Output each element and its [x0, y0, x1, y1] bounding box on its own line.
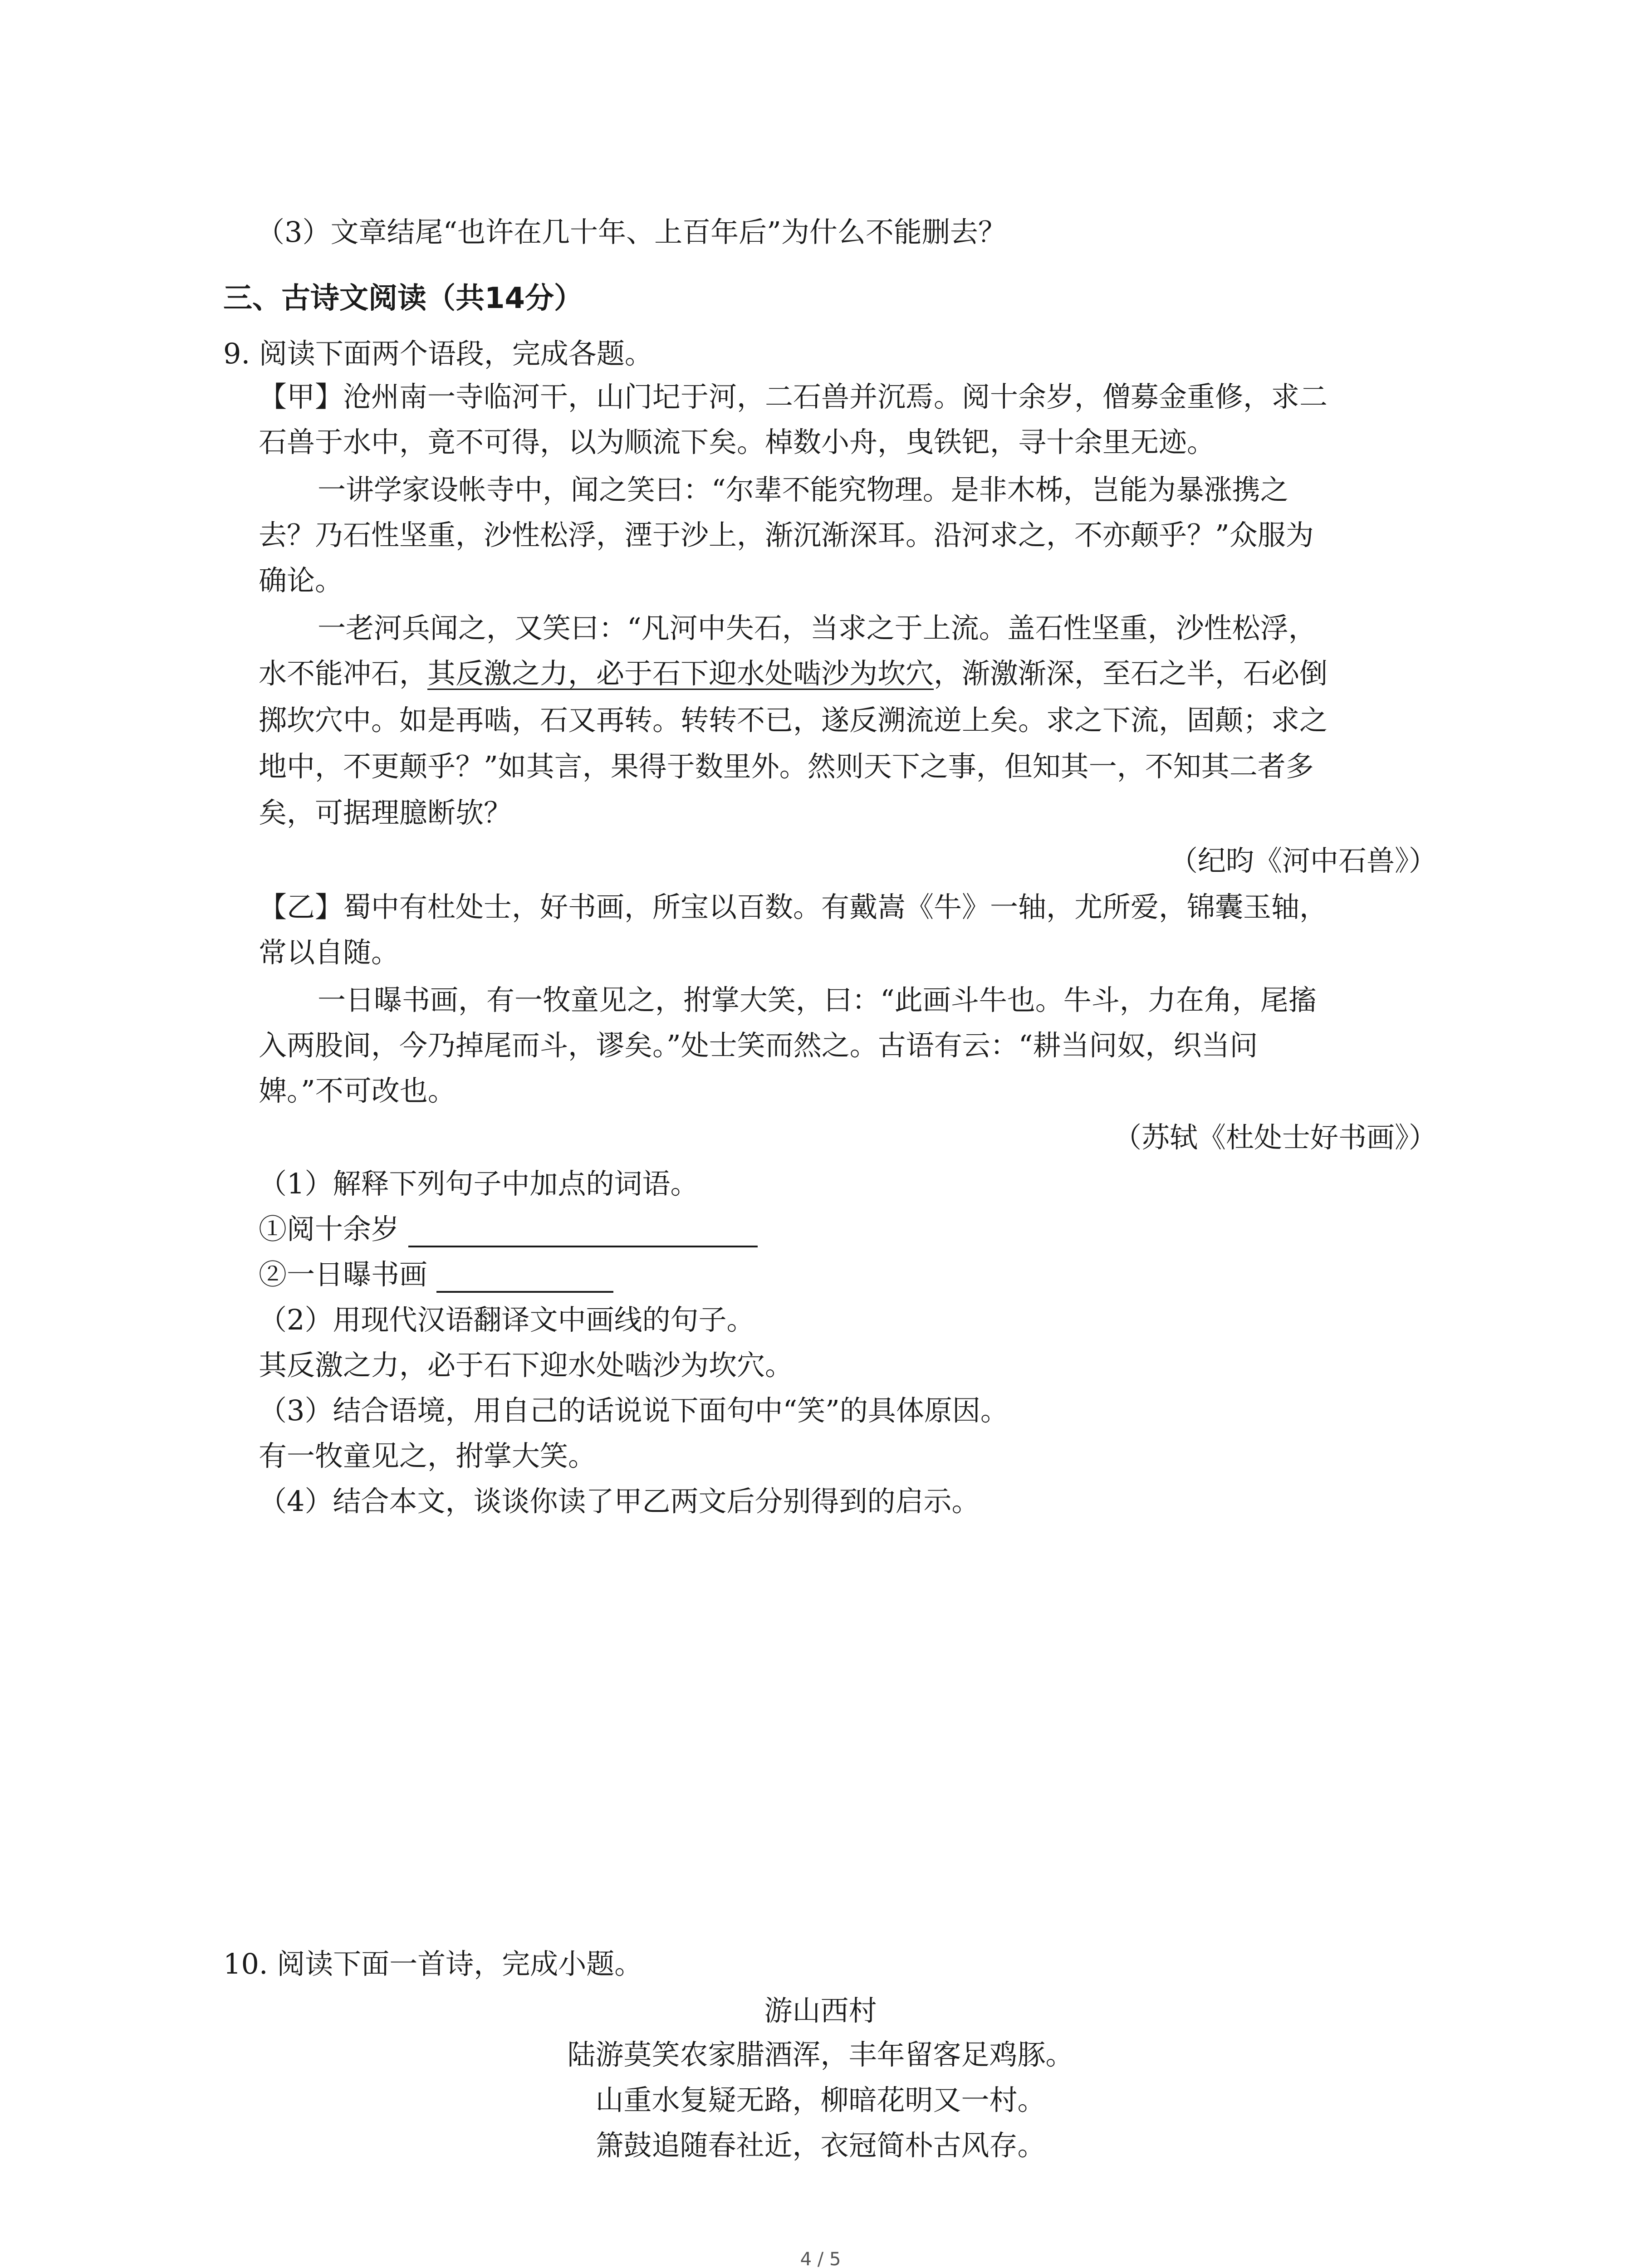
yi-p2-line3: 婢。”不可改也。 — [259, 1074, 456, 1107]
section8-question-3: （3）文章结尾“也许在几十年、上百年后”为什么不能删去？ — [256, 215, 1006, 249]
poem-line-1: 陆游莫笑农家腊酒浑，丰年留客足鸡豚。 — [567, 2038, 1074, 2071]
yi-p2-line1: 一日曝书画，有一牧童见之，拊掌大笑，曰：“此画斗牛也。牛斗，力在角，尾搐 — [318, 983, 1317, 1017]
page-number: 4 / 5 — [800, 2249, 841, 2268]
jia-p2-line1: 一讲学家设帐寺中，闻之笑曰：“尔辈不能究物理。是非木柹，岂能为暴涨携之 — [318, 473, 1288, 506]
q9-sub2-sentence: 其反激之力，必于石下迎水处啮沙为坎穴。 — [259, 1349, 794, 1382]
jia-p3-line4: 地中，不更颠乎？”如其言，果得于数里外。然则天下之事，但知其一，不知其二者多 — [259, 750, 1314, 783]
q9-sub4: （4）结合本文，谈谈你读了甲乙两文后分别得到的启示。 — [259, 1485, 980, 1518]
jia-p3-line2-end: ，渐激渐深，至石之半，石必倒 — [934, 657, 1328, 690]
jia-p1-line2: 石兽于水中，竟不可得，以为顺流下矣。棹数小舟，曳铁钯，寻十余里无迹。 — [259, 425, 1215, 459]
yi-source: （苏轼《杜处士好书画》） — [1113, 1121, 1437, 1154]
jia-p3-line2-start: 水不能冲石， — [259, 657, 428, 690]
jia-source: （纪昀《河中石兽》） — [1169, 844, 1437, 877]
poem-line-2: 山重水复疑无路，柳暗花明又一村。 — [595, 2083, 1046, 2116]
jia-p3-line2 — [259, 655, 1327, 692]
q9-sub3-sentence: 有一牧童见之，拊掌大笑。 — [259, 1439, 597, 1472]
section-heading: 三、古诗文阅读（共14分） — [223, 282, 583, 315]
jia-p2-line3: 确论。 — [259, 564, 343, 597]
underlined-sentence: 其反激之力，必于石下迎水处啮沙为坎穴 — [427, 657, 934, 690]
yi-p1-line2: 常以自随。 — [259, 936, 400, 969]
yi-p1-line1: 【乙】蜀中有杜处士，好书画，所宝以百数。有戴嵩《牛》一轴，尤所爱，锦囊玉轴， — [259, 890, 1328, 924]
q9-sub3: （3）结合语境，用自己的话说说下面句中“笑”的具体原因。 — [259, 1394, 1009, 1427]
item2-text: ②一日曝书画 — [259, 1258, 428, 1291]
poem-line-3: 箫鼓追随春社近，衣冠简朴古风存。 — [595, 2129, 1046, 2162]
jia-p1-line1: 【甲】沧州南一寺临河干，山门圮于河，二石兽并沉焉。阅十余岁，僧募金重修，求二 — [259, 380, 1328, 413]
q9-sub1: （1）解释下列句子中加点的词语。 — [259, 1167, 699, 1200]
q9-sub2: （2）用现代汉语翻译文中画线的句子。 — [259, 1303, 755, 1336]
poem-title: 游山西村 — [764, 1994, 877, 2027]
yi-p2-line2: 入两股间，今乃掉尾而斗，谬矣。”处士笑而然之。古语有云：“耕当问奴，织当问 — [259, 1029, 1258, 1062]
answer-blank-2[interactable] — [436, 1264, 613, 1293]
jia-p3-line1: 一老河兵闻之，又笑曰：“凡河中失石，当求之于上流。盖石性坚重，沙性松浮， — [318, 611, 1317, 645]
jia-p3-line5: 矣，可据理臆断欤？ — [259, 796, 512, 829]
q9-sub1-item1 — [259, 1211, 758, 1247]
q9-prompt: 9. 阅读下面两个语段，完成各题。 — [223, 337, 653, 370]
jia-p3-line3: 掷坎穴中。如是再啮，石又再转。转转不已，遂反溯流逆上矣。求之下流，固颠；求之 — [259, 704, 1328, 737]
item1-text: ①阅十余岁 — [259, 1212, 400, 1246]
jia-p2-line2: 去？乃石性坚重，沙性松浮，湮于沙上，渐沉渐深耳。沿河求之，不亦颠乎？”众服为 — [259, 518, 1314, 552]
q10-prompt: 10. 阅读下面一首诗，完成小题。 — [223, 1947, 643, 1980]
answer-blank-1[interactable] — [408, 1218, 758, 1247]
q9-sub1-item2 — [259, 1256, 613, 1293]
